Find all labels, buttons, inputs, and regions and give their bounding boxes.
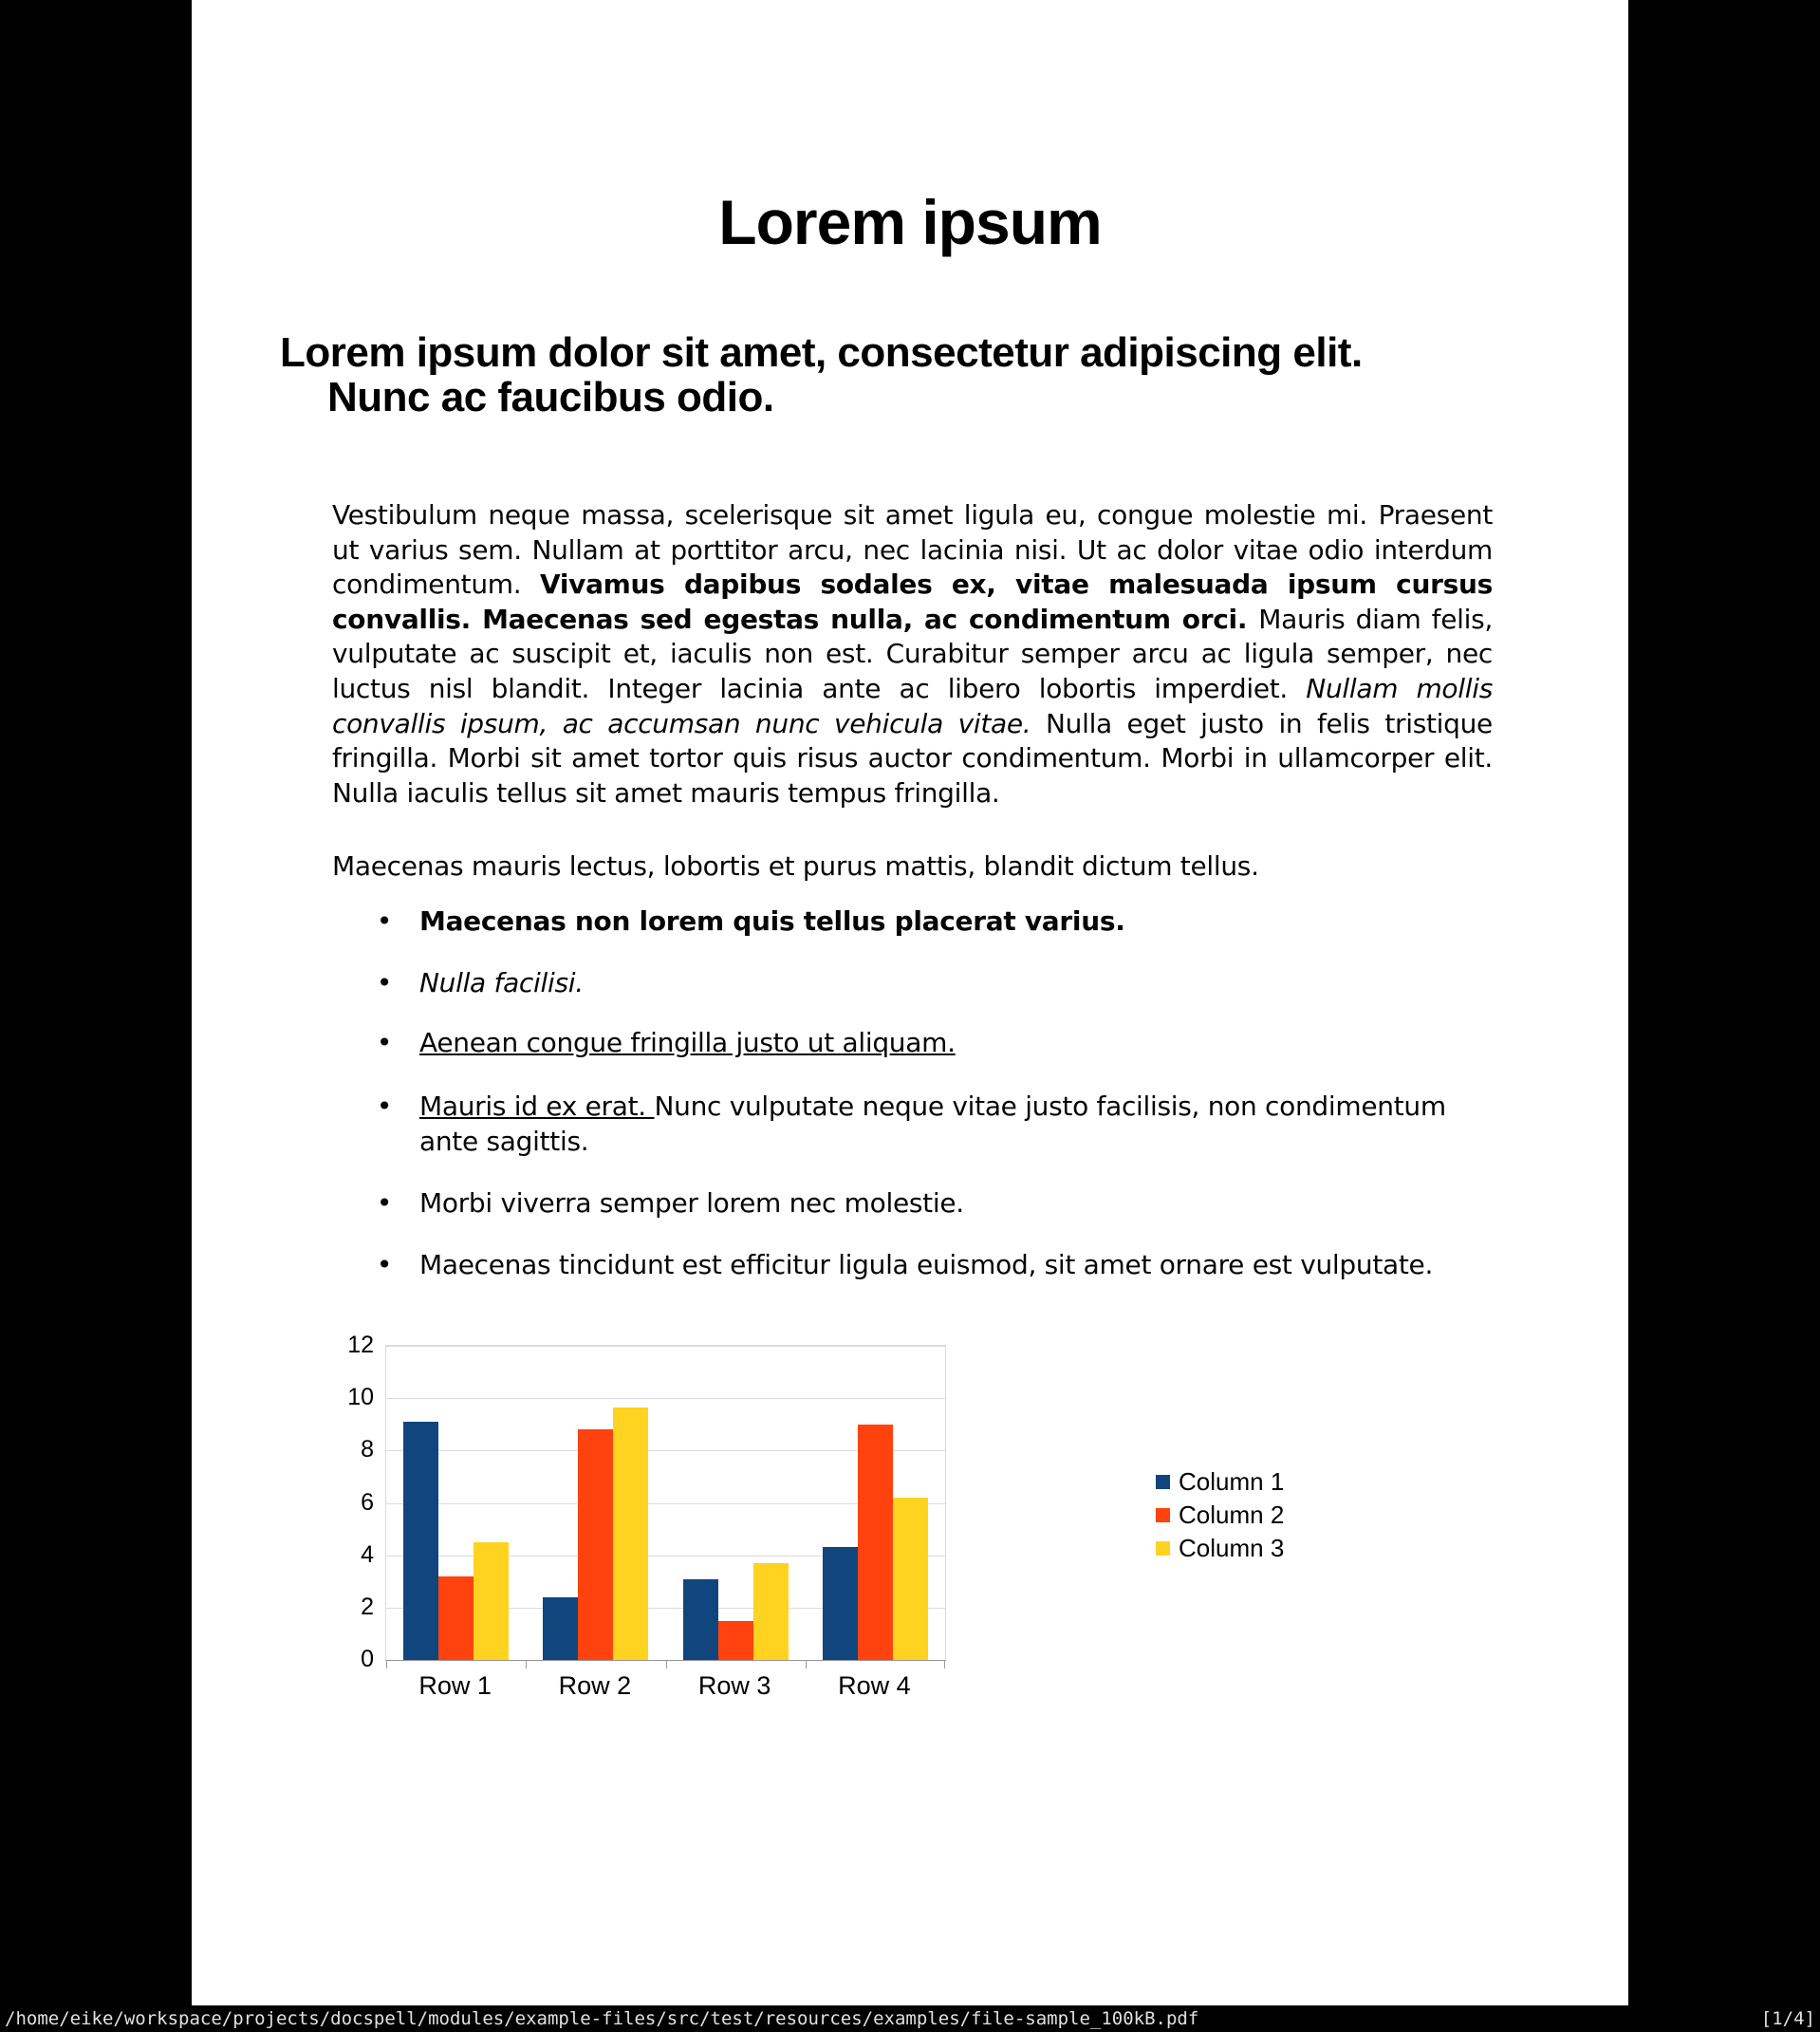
bar-row1-column1 — [403, 1422, 438, 1660]
bullet-icon: • — [376, 1249, 393, 1280]
gridline — [386, 1398, 945, 1399]
document-title: Lorem ipsum — [718, 187, 1102, 257]
x-axis-tick — [944, 1660, 945, 1668]
body-paragraph: Maecenas mauris lectus, lobortis et purus mattis, blandit dictum tellus. — [332, 850, 1259, 882]
x-axis-tick — [666, 1660, 667, 1668]
list-item-text — [419, 905, 1125, 937]
y-tick-label: 6 — [361, 1488, 374, 1516]
bar-row3-column1 — [683, 1579, 718, 1661]
x-category-label: Row 3 — [697, 1671, 771, 1700]
list-item-text — [419, 1091, 1446, 1157]
bullet-icon: • — [376, 1027, 393, 1058]
x-category-label: Row 4 — [838, 1671, 911, 1700]
list-item-text — [419, 1187, 964, 1219]
text-segment: Nullam mollis convallis ipsum, ac accumsan nunc vehicula vitae. — [332, 672, 1493, 739]
legend-marker-column2 — [1156, 1508, 1170, 1522]
legend-label: Column 1 — [1179, 1467, 1285, 1496]
x-axis-tick — [526, 1660, 527, 1668]
list-item — [368, 904, 1494, 940]
bar-row2-column1 — [543, 1597, 578, 1660]
bar-row3-column3 — [753, 1563, 789, 1660]
bar-row4-column3 — [893, 1498, 928, 1660]
list-item-text — [419, 1027, 956, 1058]
text-segment: Maecenas tincidunt est efficitur ligula euismod, sit amet ornare est vulputate. — [419, 1249, 1434, 1280]
y-tick-label: 4 — [361, 1540, 374, 1568]
y-tick-label: 10 — [347, 1384, 374, 1411]
x-axis-tick — [386, 1660, 387, 1668]
text-segment: Aenean congue fringilla justo ut aliquam. — [419, 1027, 956, 1058]
text-segment: Nulla eget justo in felis tristique fringilla. Morbi sit amet tortor quis risus auctor condimentum. Morbi in ullamcorper elit. Nulla iaculis tellus sit amet mauris tempus fringilla. — [332, 707, 1493, 809]
text-segment: Nulla facilisi. — [419, 967, 584, 998]
bar-row2-column3 — [613, 1407, 648, 1660]
bullet-icon: • — [376, 967, 393, 998]
status-bar — [0, 2005, 1820, 2032]
legend-item — [1156, 1499, 1284, 1532]
text-segment: Nunc vulputate neque vitae justo facilisis, non condimentum ante sagittis. — [419, 1091, 1446, 1157]
list-item-text — [419, 1249, 1433, 1280]
status-file-path: /home/eike/workspace/projects/docspell/modules/example-files/src/test/resources/examples/file-sample_100kB.pdf — [5, 2008, 1199, 2029]
text-segment: Mauris id ex erat. — [419, 1091, 655, 1122]
chart-legend — [1156, 1465, 1284, 1565]
heading-line-2: Nunc ac faucibus odio. — [327, 374, 774, 420]
y-tick-label: 0 — [361, 1646, 374, 1672]
y-tick-label: 12 — [347, 1332, 374, 1358]
x-category-label: Row 1 — [418, 1671, 492, 1700]
bar-row4-column1 — [823, 1547, 858, 1660]
list-item — [368, 1026, 1494, 1061]
list-item — [368, 1186, 1494, 1221]
bullet-icon: • — [376, 1187, 393, 1219]
legend-label: Column 2 — [1179, 1501, 1285, 1529]
bullet-icon: • — [376, 905, 393, 937]
bar-row1-column3 — [474, 1542, 509, 1660]
x-category-label: Row 2 — [558, 1671, 632, 1700]
heading-line-1: Lorem ipsum dolor sit amet, consectetur adipiscing elit. — [280, 329, 1363, 376]
bullet-icon: • — [376, 1091, 393, 1122]
text-segment: Maecenas non lorem quis tellus placerat varius. — [419, 905, 1125, 937]
text-segment: Mauris diam felis, vulputate ac suscipit et, iaculis non est. Curabitur semper arcu ac ligula semper, nec luctus nisl blandit. Integer lacinia ante ac libero lobortis imperdiet. — [332, 603, 1493, 704]
bar-row1-column2 — [438, 1576, 474, 1660]
bar-row3-column2 — [718, 1621, 753, 1660]
chart-plot — [385, 1345, 946, 1661]
gridline — [386, 1346, 945, 1347]
legend-marker-column1 — [1156, 1475, 1170, 1489]
y-tick-label: 2 — [361, 1593, 374, 1620]
pdf-page[interactable] — [192, 0, 1628, 2005]
body-paragraph — [332, 498, 1493, 811]
list-item — [368, 966, 1494, 1001]
chart-y-axis-labels — [268, 1332, 374, 1672]
list-item — [368, 1090, 1494, 1159]
text-segment: Vivamus dapibus sodales ex, vitae malesuada ipsum cursus convallis. Maecenas sed egestas nulla, ac condimentum orci. — [332, 569, 1493, 635]
bar-row4-column2 — [858, 1425, 893, 1660]
bar-row2-column2 — [578, 1429, 613, 1660]
legend-item — [1156, 1465, 1284, 1499]
list-item — [368, 1248, 1494, 1283]
text-segment: Morbi viverra semper lorem nec molestie. — [419, 1187, 964, 1219]
chart-x-axis-labels — [385, 1671, 944, 1704]
legend-marker-column3 — [1156, 1541, 1170, 1556]
list-item-text — [419, 967, 584, 998]
x-axis-tick — [806, 1660, 807, 1668]
text-segment: Vestibulum neque massa, scelerisque sit amet ligula eu, congue molestie mi. Praesent ut varius sem. Nullam at porttitor arcu, nec lacinia nisi. Ut ac dolor vitae odio interdum condimentum. — [332, 499, 1493, 601]
status-page-indicator: [1/4] — [1760, 2008, 1815, 2029]
y-tick-label: 8 — [361, 1436, 374, 1463]
legend-label: Column 3 — [1179, 1534, 1285, 1562]
legend-item — [1156, 1532, 1284, 1565]
document-heading — [280, 329, 1542, 420]
